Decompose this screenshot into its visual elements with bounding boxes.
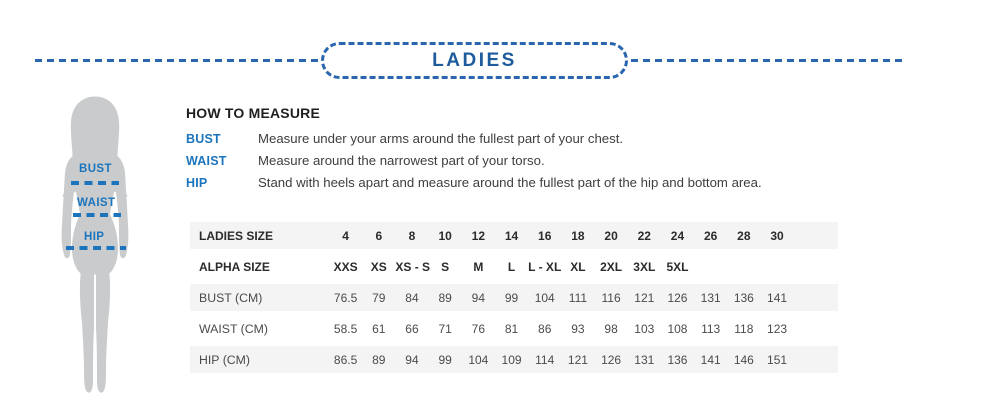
size-table-cell: 61 bbox=[372, 321, 386, 336]
size-table-cell: 26 bbox=[703, 228, 718, 243]
size-table-cell: XS bbox=[370, 259, 387, 274]
measure-term: HIP bbox=[186, 176, 208, 190]
size-table-row-label: LADIES SIZE bbox=[199, 228, 274, 243]
size-table-cell: 76.5 bbox=[333, 290, 358, 305]
size-table-cell: 114 bbox=[535, 352, 555, 367]
size-table-cell: 30 bbox=[770, 228, 784, 243]
size-table-cell: 89 bbox=[372, 352, 386, 367]
size-table-cell: 121 bbox=[567, 352, 588, 367]
measure-term: BUST bbox=[186, 132, 221, 146]
measure-item-hip bbox=[186, 175, 886, 190]
size-table-cell: XL bbox=[570, 259, 586, 274]
size-table-row bbox=[190, 253, 838, 280]
size-table-cell: 131 bbox=[700, 290, 721, 305]
size-table-cell: 108 bbox=[667, 321, 688, 336]
figure-hip-label: HIP bbox=[84, 231, 105, 243]
figure-bust-measure-line bbox=[71, 181, 119, 185]
size-table-cell: 151 bbox=[767, 352, 788, 367]
measure-description: Measure under your arms around the fullest part of your chest. bbox=[258, 131, 624, 146]
size-table-cell: 131 bbox=[634, 352, 655, 367]
header-dashed-rule-right bbox=[631, 59, 905, 62]
size-table-cell: 81 bbox=[504, 321, 519, 336]
size-table-cell: 14 bbox=[504, 228, 519, 243]
size-table-cell: 86.5 bbox=[333, 352, 358, 367]
size-table-cell: 28 bbox=[737, 228, 751, 243]
size-table-cell: 66 bbox=[405, 321, 419, 336]
size-table-cell: 89 bbox=[438, 290, 452, 305]
size-table-cell: 113 bbox=[701, 321, 721, 336]
size-table-cell: 123 bbox=[767, 321, 788, 336]
how-to-measure-title: HOW TO MEASURE bbox=[186, 105, 320, 121]
size-table-cell: 126 bbox=[601, 352, 622, 367]
header-dashed-rule-left bbox=[35, 59, 319, 62]
size-table-row bbox=[190, 222, 838, 249]
ladies-section-badge bbox=[321, 42, 628, 79]
size-table-cell: 94 bbox=[471, 290, 486, 305]
size-table-cell: L - XL bbox=[528, 259, 562, 274]
size-table-cell: 118 bbox=[734, 321, 754, 336]
size-table-cell: 4 bbox=[342, 228, 349, 243]
size-table-cell: 71 bbox=[438, 321, 452, 336]
size-table-cell: 136 bbox=[667, 352, 688, 367]
measure-description: Measure around the narrowest part of your torso. bbox=[258, 153, 545, 168]
size-table-cell: 104 bbox=[468, 352, 489, 367]
size-table-cell: 18 bbox=[571, 228, 585, 243]
size-table-cell: 8 bbox=[408, 228, 416, 243]
size-table-cell: XS - S bbox=[395, 259, 431, 274]
size-table-row bbox=[190, 284, 838, 311]
size-table-cell: 98 bbox=[604, 321, 618, 336]
size-table-cell: 93 bbox=[571, 321, 585, 336]
size-table-cell: 24 bbox=[670, 228, 685, 243]
size-table-cell: 6 bbox=[375, 228, 383, 243]
size-table-row bbox=[190, 315, 838, 342]
size-table-cell: 84 bbox=[405, 290, 419, 305]
size-table-row-label: HIP (CM) bbox=[199, 352, 251, 367]
size-table-cell: 103 bbox=[634, 321, 655, 336]
section-title: LADIES bbox=[432, 49, 517, 71]
measure-description: Stand with heels apart and measure around the fullest part of the hip and bottom area. bbox=[258, 175, 762, 190]
size-table-cell: 58.5 bbox=[333, 321, 358, 336]
size-table-cell: 22 bbox=[637, 228, 651, 243]
size-table-row-label: BUST (CM) bbox=[199, 290, 263, 305]
size-table-cell: L bbox=[507, 259, 516, 274]
size-table-cell: 79 bbox=[372, 290, 386, 305]
figure-bust-label: BUST bbox=[79, 163, 112, 175]
size-table-cell: 20 bbox=[604, 228, 618, 243]
size-table-cell: 126 bbox=[667, 290, 688, 305]
size-table-cell: 99 bbox=[504, 290, 519, 305]
figure-waist-measure-line bbox=[73, 213, 121, 217]
size-table-cell: 146 bbox=[733, 352, 754, 367]
size-table-cell: 5XL bbox=[666, 259, 689, 274]
size-table-cell: S bbox=[441, 259, 450, 274]
size-table-cell: 121 bbox=[634, 290, 655, 305]
size-table-cell: 141 bbox=[767, 290, 788, 305]
figure-hip-measure-line bbox=[66, 246, 126, 250]
size-table-cell: XXS bbox=[333, 259, 358, 274]
how-to-measure-section bbox=[186, 105, 886, 197]
size-table-cell: 109 bbox=[501, 352, 522, 367]
size-table-cell: 94 bbox=[405, 352, 419, 367]
size-table-cell: 104 bbox=[534, 290, 555, 305]
measure-item-bust bbox=[186, 131, 886, 146]
size-table-cell: 76 bbox=[471, 321, 486, 336]
size-table-cell: 136 bbox=[733, 290, 754, 305]
size-table-cell: M bbox=[473, 259, 484, 274]
figure-waist-label: WAIST bbox=[77, 197, 116, 209]
size-table-cell: 12 bbox=[471, 228, 486, 243]
size-table bbox=[190, 222, 838, 377]
size-table-cell: 111 bbox=[568, 290, 588, 305]
size-table-cell: 10 bbox=[438, 228, 452, 243]
size-table-cell: 141 bbox=[700, 352, 721, 367]
size-table-cell: 116 bbox=[601, 290, 621, 305]
measure-term: WAIST bbox=[186, 154, 227, 168]
size-table-cell: 2XL bbox=[600, 259, 623, 274]
size-table-cell: 3XL bbox=[633, 259, 656, 274]
size-table-cell: 86 bbox=[538, 321, 552, 336]
size-table-row-label: WAIST (CM) bbox=[199, 321, 268, 336]
size-table-cell: 16 bbox=[538, 228, 552, 243]
size-table-cell: 99 bbox=[438, 352, 452, 367]
measure-item-waist bbox=[186, 153, 886, 168]
size-table-row bbox=[190, 346, 838, 373]
size-table-row-label: ALPHA SIZE bbox=[199, 259, 270, 274]
